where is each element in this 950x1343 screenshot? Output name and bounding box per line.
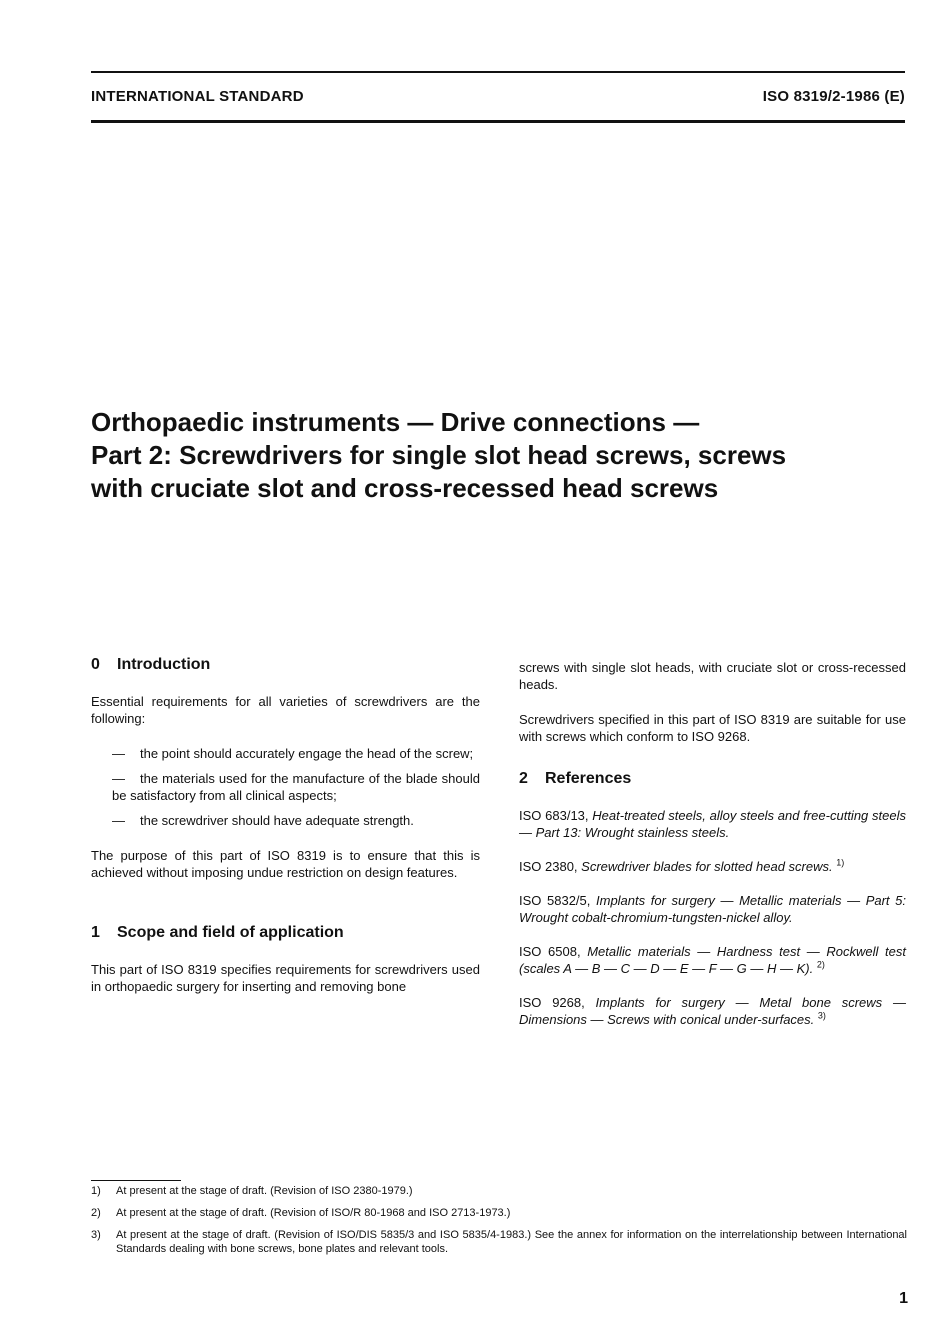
reference-item: ISO 683/13, Heat-treated steels, alloy steels and free-cutting steels — Part 13: Wrought stainless steels. [519, 808, 906, 840]
reference-item: ISO 6508, Metallic materials — Hardness test — Rockwell test (scales A — B — C — D — E — F — G — H — K). $^{2)}$ [519, 944, 906, 976]
title-line-1: Orthopaedic instruments — Drive connections — [91, 407, 700, 437]
section-number: 0 [91, 656, 100, 673]
scope-paragraph-continued: screws with single slot heads, with cruciate slot or cross-recessed heads. [519, 660, 906, 692]
list-item: — the materials used for the manufacture of the blade should be satisfactory from all clinical aspects; [112, 771, 480, 803]
section-2-heading [519, 769, 906, 789]
document-type: INTERNATIONAL STANDARD [91, 88, 304, 105]
purpose-paragraph: The purpose of this part of ISO 8319 is to ensure that this is achieved without imposing undue restriction on design features. [91, 848, 480, 880]
title-line-2: Part 2: Screwdrivers for single slot head screws, screws [91, 440, 787, 470]
title-line-3: with cruciate slot and cross-recessed head screws [91, 473, 719, 503]
left-column [91, 655, 480, 1013]
scope-paragraph: This part of ISO 8319 specifies requirements for screwdrivers used in orthopaedic surgery for inserting and removing bone [91, 962, 480, 994]
reference-item: ISO 2380, Screwdriver blades for slotted head screws. $^{1)}$ [519, 857, 845, 874]
footnote: 3) At present at the stage of draft. (Revision of ISO/DIS 5835/3 and ISO 5835/4-1983.) See the annex for information on the interrelationship between International Standards dealing with bone screws, bone plates and relevant tools. [91, 1229, 907, 1255]
section-1-heading [91, 923, 480, 943]
footnote: 2) At present at the stage of draft. (Revision of ISO/R 80-1968 and ISO 2713-1973.) [91, 1207, 511, 1219]
section-0-heading [91, 655, 480, 675]
page-number: 1 [899, 1290, 908, 1307]
reference-item: ISO 9268, Implants for surgery — Metal bone screws — Dimensions — Screws with conical under-surfaces. $^{3)}$ [519, 995, 906, 1027]
footnote: 1) At present at the stage of draft. (Revision of ISO 2380-1979.) [91, 1185, 413, 1197]
document-number: ISO 8319/2-1986 (E) [762, 88, 905, 105]
list-item: — the point should accurately engage the head of the screw; [112, 746, 474, 761]
reference-item: ISO 5832/5, Implants for surgery — Metallic materials — Part 5: Wrought cobalt-chromium-tungsten-nickel alloy. [519, 893, 906, 925]
section-title: Introduction [117, 656, 211, 673]
header-rule-top [91, 71, 905, 73]
right-column [519, 659, 906, 1045]
section-number: 2 [519, 770, 528, 787]
header-rule-bottom [91, 120, 905, 123]
footnote-separator [91, 1180, 181, 1181]
footnotes [91, 1184, 907, 1264]
footnote-marker: 3) [817, 1010, 826, 1021]
section-title: References [545, 770, 632, 787]
section-title: Scope and field of application [117, 924, 344, 941]
scope-paragraph-2: Screwdrivers specified in this part of ISO 8319 are suitable for use with screws which conform to ISO 9268. [519, 712, 906, 744]
footnote-marker: 1) [836, 857, 845, 868]
section-number: 1 [91, 924, 100, 941]
intro-paragraph: Essential requirements for all varieties of screwdrivers are the following: [91, 694, 480, 726]
document-title [91, 406, 911, 505]
footnote-marker: 2) [816, 959, 825, 970]
list-item: — the screwdriver should have adequate strength. [112, 813, 414, 828]
